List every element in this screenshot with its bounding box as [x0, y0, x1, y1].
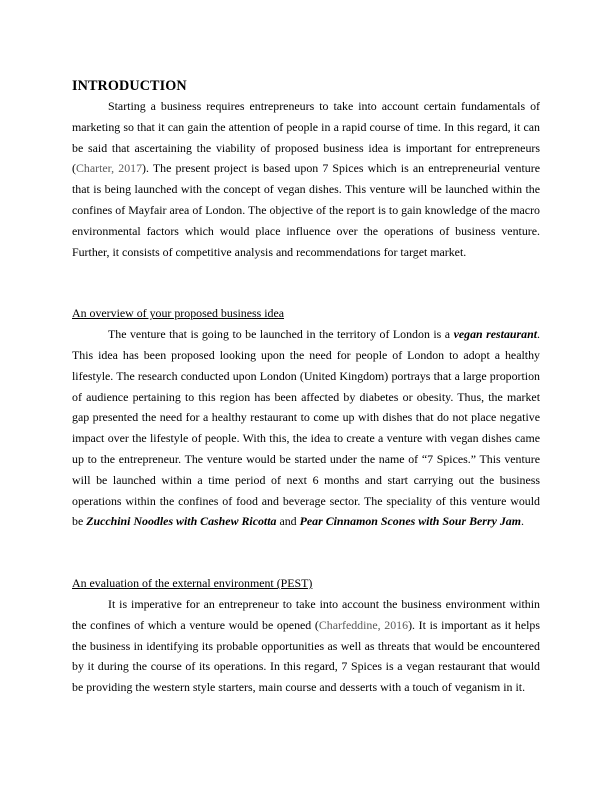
overview-dish-pear-scones: Pear Cinnamon Scones with Sour Berry Jam: [299, 514, 521, 529]
introduction-text-end: ). The present project is based upon 7 Spices which is an entrepreneurial venture that is being launched with the concept of vegan dishes. This venture will be launched within the confines of Mayfair area of London. The objective of the report is to gain knowledge of the macro environmental factors which would place influence over the operations of business venture. Further, it consists of competitive analysis and recommendations for target market.: [72, 161, 540, 259]
section-spacer: [72, 262, 540, 303]
overview-heading: An overview of your proposed business idea: [72, 306, 285, 321]
overview-text-start: The venture that is going to be launched in the territory of London is a: [108, 327, 454, 342]
section-spacer: [72, 532, 540, 573]
introduction-citation: Charter, 2017: [75, 161, 143, 176]
overview-emphasis-vegan-restaurant: vegan restaurant: [453, 327, 538, 342]
pest-heading: An evaluation of the external environment (PEST): [72, 576, 313, 591]
document-page: [72, 76, 540, 698]
overview-dish-zucchini: Zucchini Noodles with Cashew Ricotta: [86, 514, 277, 529]
introduction-text-start: Starting a business requires entrepreneurs to take into account certain fundamentals of marketing so that it can gain the attention of people in a rapid course of time. In this regard, it can be said that ascertaining the viability of proposed business idea is important for entrepreneurs (: [72, 99, 540, 176]
pest-text-start: It is imperative for an entrepreneur to take into account the business environment within the confines of which a venture would be opened (: [72, 596, 540, 632]
overview-text-end: .: [520, 514, 524, 529]
pest-paragraph: [72, 594, 540, 698]
introduction-heading: INTRODUCTION: [72, 78, 187, 94]
pest-citation: Charfeddine, 2016: [318, 617, 409, 632]
pest-text-end: ). It is important as it helps the business in identifying its probable opportunities as well as threats that would be encountered by it during the course of its operations. In this regard, 7 Spices is a vegan restaurant that would be providing the western style starters, main course and desserts with a touch of veganism in it.: [72, 617, 540, 695]
overview-text-mid: . This idea has been proposed looking upon the need for people of London to adopt a healthy lifestyle. The research conducted upon London (United Kingdom) portrays that a large proportion of audience pertaining to this region has been affected by diabetes or obesity. Thus, the market gap presented the need for a healthy restaurant to come up with dishes that do not place negative impact over the lifestyle of people. With this, the idea to create a venture with vegan dishes came up to the entrepreneur. The venture would be started under the name of “7 Spices.” This venture will be launched within a time period of next 6 months and start carrying out the business operations within the confines of food and beverage sector. The speciality of this venture would be: [72, 327, 540, 529]
introduction-paragraph: [72, 96, 540, 262]
overview-paragraph: [72, 324, 540, 532]
overview-connector: and: [276, 514, 300, 529]
